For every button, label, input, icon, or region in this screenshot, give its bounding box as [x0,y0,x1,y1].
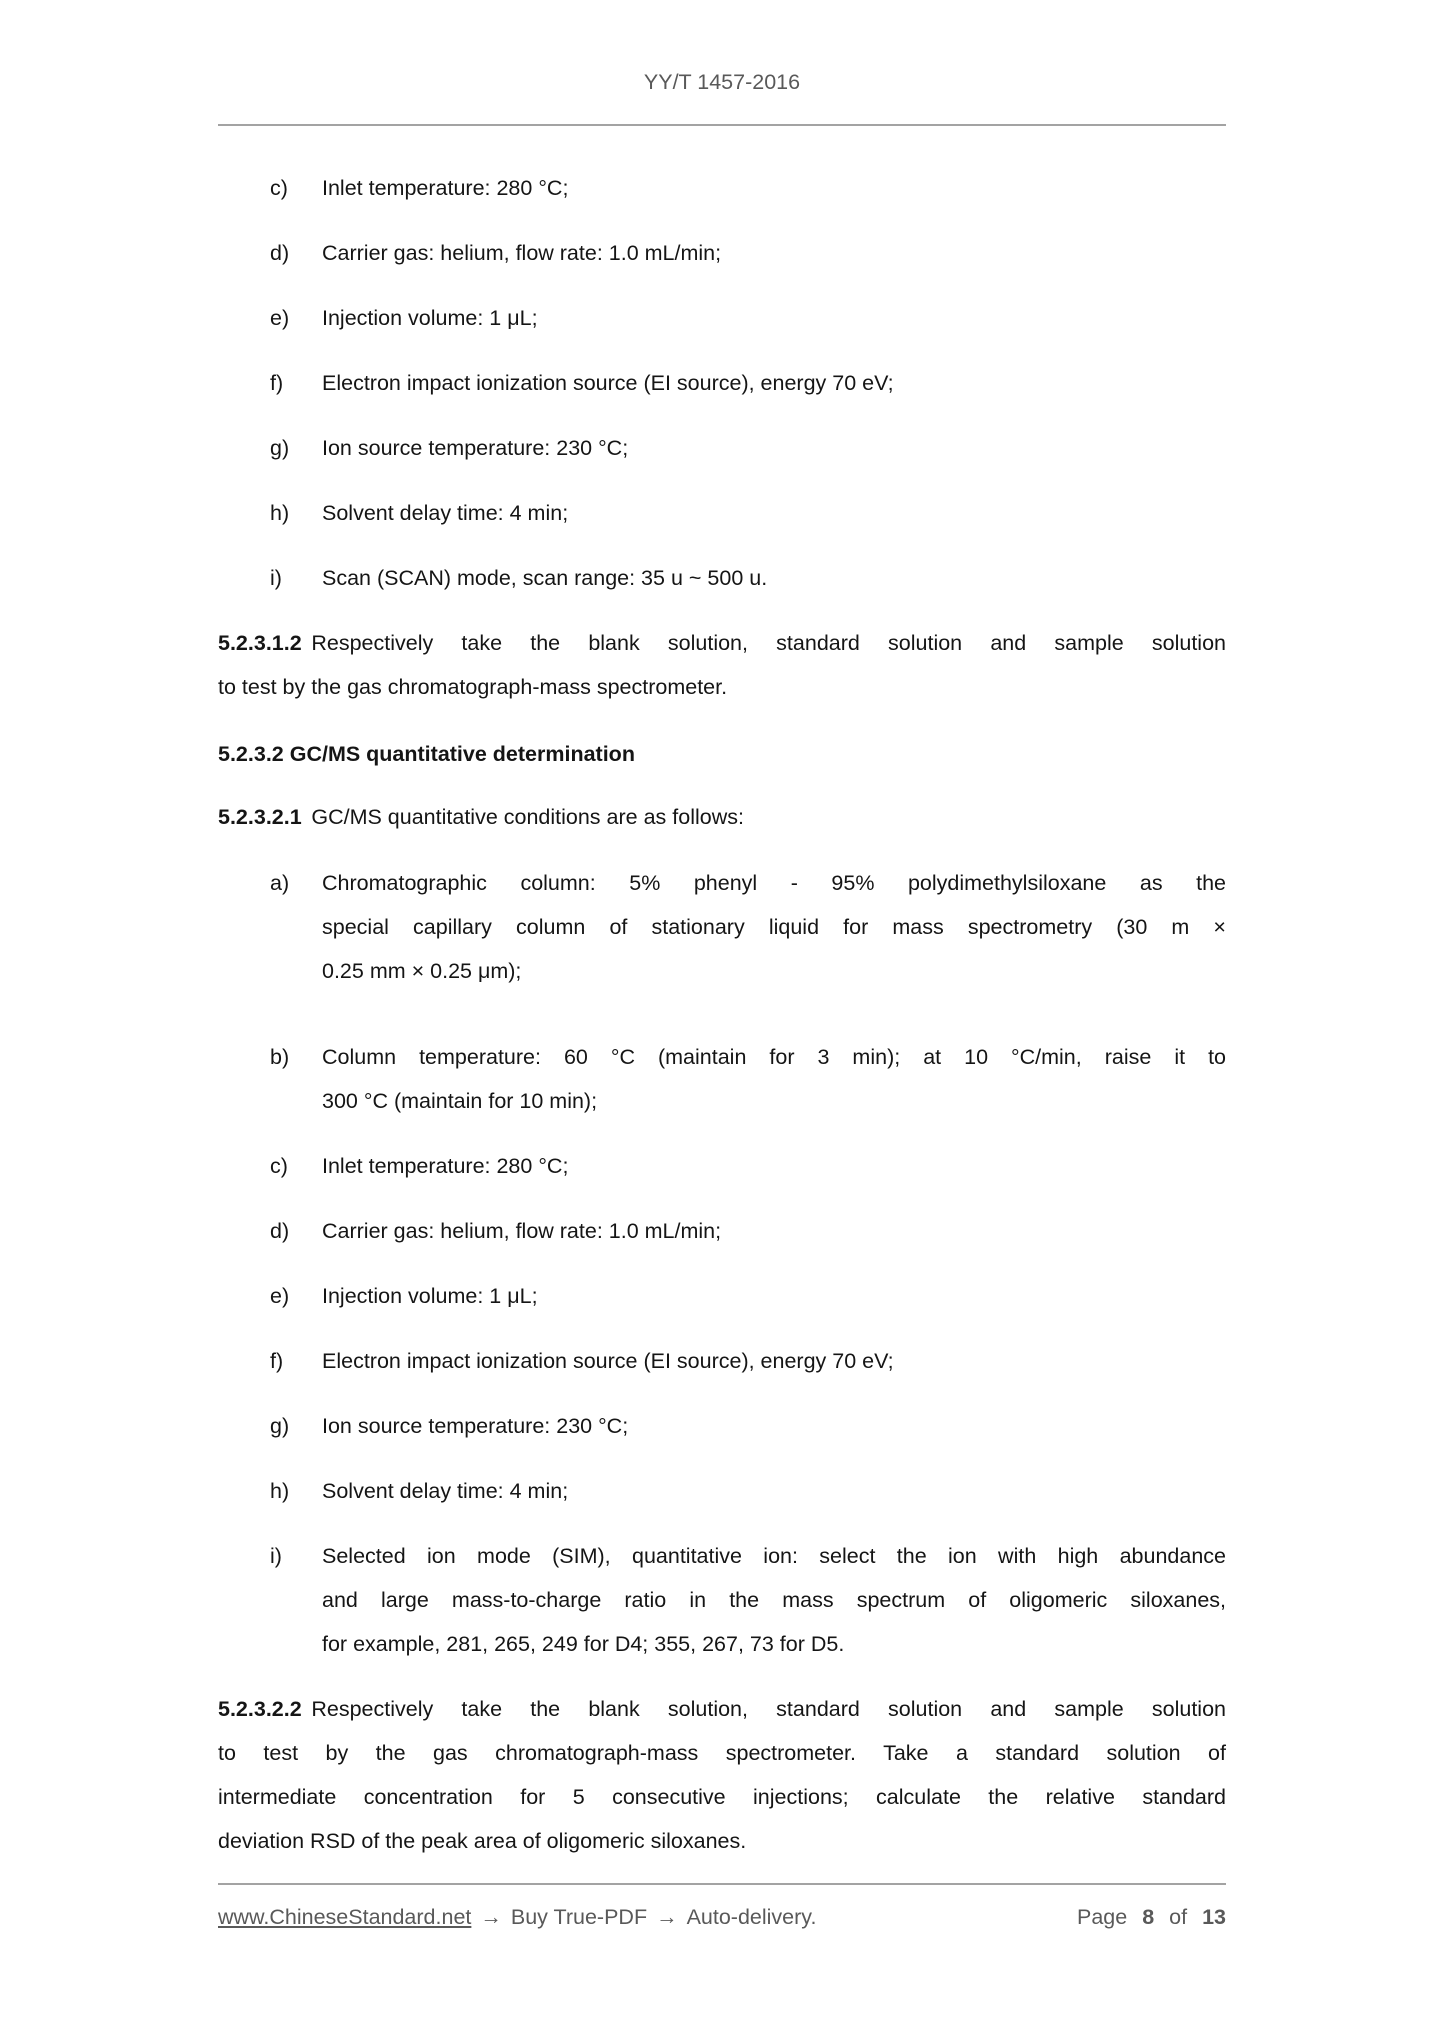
section-number: 5.2.3.2.1 [218,805,302,829]
paragraph-text: Respectively take the blank solution, standard solution and sample solution [311,1697,1226,1721]
list-item [270,1209,1226,1253]
list-item [270,166,1226,210]
list-item-text [322,1035,1226,1123]
list-item-marker: h) [270,501,290,525]
list-item-marker: c) [270,1154,288,1178]
list-item [270,1274,1226,1318]
list-item [270,296,1226,340]
list-item [270,1144,1226,1188]
page-footer [218,1903,1226,1931]
auto-delivery-label: Auto-delivery. [686,1904,817,1929]
list-item-marker: a) [270,871,290,895]
paragraph-text: GC/MS quantitative conditions are as follows: [311,805,744,829]
list-item [270,861,1226,993]
list-item [270,1035,1226,1123]
list-item-marker: e) [270,1284,290,1308]
item-line: Column temperature: 60 °C (maintain for 3 min); at 10 °C/min, raise it to [322,1045,1226,1069]
list-item-marker: e) [270,306,290,330]
paragraph-line: to test by the gas chromatograph-mass spectrometer. Take a standard solution of [218,1741,1226,1765]
page-indicator [1077,1903,1226,1931]
scan-conditions-list [218,166,1226,600]
document-header-number: YY/T 1457-2016 [643,70,801,94]
list-item [270,1339,1226,1383]
footer-rule [218,1883,1226,1885]
list-item [270,426,1226,470]
list-item-text: Carrier gas: helium, flow rate: 1.0 mL/min; [322,1219,722,1243]
sim-conditions-list [218,861,1226,1666]
list-item [270,491,1226,535]
total-page-number: 13 [1202,1904,1226,1929]
item-line: 300 °C (maintain for 10 min); [322,1089,598,1113]
of-label: of [1169,1904,1188,1929]
list-item-marker: h) [270,1479,290,1503]
paragraph-text: Respectively take the blank solution, standard solution and sample solution [311,631,1226,655]
footer-links [218,1903,816,1931]
arrow-right-icon: → [656,1904,678,1929]
list-item-text: Solvent delay time: 4 min; [322,501,569,525]
list-item [270,361,1226,405]
list-item [270,1404,1226,1448]
list-item-text: Inlet temperature: 280 °C; [322,176,569,200]
paragraph-line: deviation RSD of the peak area of oligomeric siloxanes. [218,1829,747,1853]
list-item-marker: d) [270,1219,290,1243]
list-item [270,1469,1226,1513]
list-item-text: Inlet temperature: 280 °C; [322,1154,569,1178]
list-item-text [322,861,1226,993]
list-item-text: Ion source temperature: 230 °C; [322,1414,629,1438]
arrow-right-icon: → [480,1904,502,1929]
page-content [218,166,1226,1863]
list-item-marker: d) [270,241,290,265]
page-label: Page [1077,1904,1128,1929]
paragraph-line: intermediate concentration for 5 consecutive injections; calculate the relative standard [218,1785,1226,1809]
item-line: Selected ion mode (SIM), quantitative ion: select the ion with high abundance [322,1544,1226,1568]
list-item-text [322,1534,1226,1666]
list-item-text: Injection volume: 1 μL; [322,1284,538,1308]
list-item [270,556,1226,600]
list-item-text: Scan (SCAN) mode, scan range: 35 u ~ 500 u. [322,566,768,590]
item-line: for example, 281, 265, 249 for D4; 355, 267, 73 for D5. [322,1632,845,1656]
section-number: 5.2.3.2.2 [218,1697,302,1721]
section-number: 5.2.3.1.2 [218,631,302,655]
item-line: 0.25 mm × 0.25 μm); [322,959,522,983]
list-item-marker: i) [270,566,282,590]
list-item [270,231,1226,275]
list-item-text: Ion source temperature: 230 °C; [322,436,629,460]
list-item [270,1534,1226,1666]
list-item-text: Electron impact ionization source (EI source), energy 70 eV; [322,1349,894,1373]
list-item-marker: f) [270,371,284,395]
paragraph-line [218,621,1226,665]
buy-true-pdf-label: Buy True-PDF [510,1904,648,1929]
list-item-text: Electron impact ionization source (EI source), energy 70 eV; [322,371,894,395]
list-item-text: Injection volume: 1 μL; [322,306,538,330]
paragraph-5-2-3-2-2 [218,1687,1226,1863]
list-item-marker: g) [270,1414,290,1438]
list-item-marker: f) [270,1349,284,1373]
paragraph-5-2-3-1-2 [218,621,1226,709]
item-line: Chromatographic column: 5% phenyl - 95% polydimethylsiloxane as the [322,871,1226,895]
list-item-marker: b) [270,1045,290,1069]
paragraph-5-2-3-2-1 [218,795,1226,839]
item-line: and large mass-to-charge ratio in the mass spectrum of oligomeric siloxanes, [322,1588,1226,1612]
list-item-marker: c) [270,176,288,200]
list-item-text: Solvent delay time: 4 min; [322,1479,569,1503]
item-line: special capillary column of stationary liquid for mass spectrometry (30 m × [322,915,1226,939]
list-item-text: Carrier gas: helium, flow rate: 1.0 mL/min; [322,241,722,265]
section-heading-5-2-3-2: 5.2.3.2 GC/MS quantitative determination [218,742,635,766]
website-link[interactable]: www.ChineseStandard.net [218,1904,472,1929]
header-rule [218,124,1226,126]
list-item-marker: g) [270,436,290,460]
paragraph-line [218,795,1226,839]
current-page-number: 8 [1142,1904,1155,1929]
paragraph-line [218,1687,1226,1731]
paragraph-line: to test by the gas chromatograph-mass spectrometer. [218,675,728,699]
list-item-marker: i) [270,1544,282,1568]
